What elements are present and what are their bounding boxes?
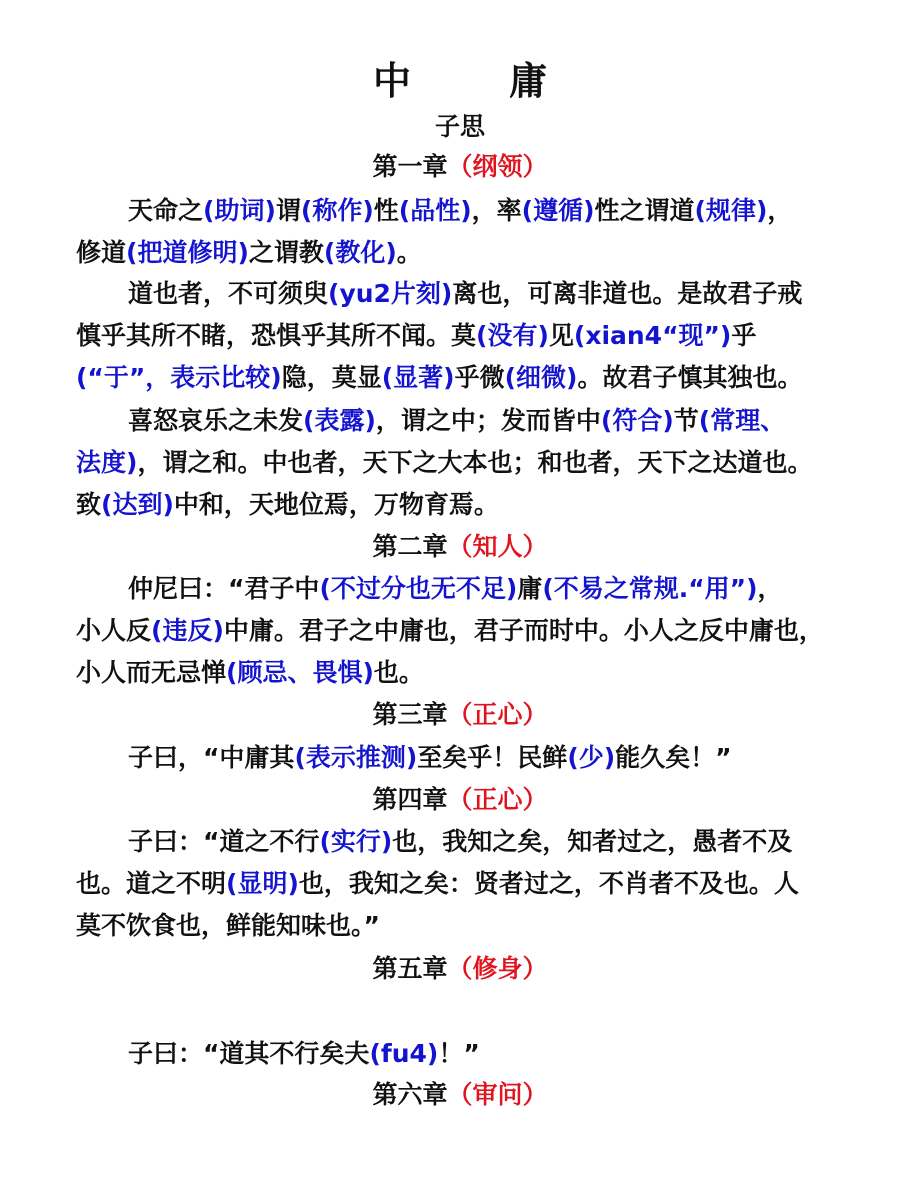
- text: 喜怒哀乐之未发: [128, 406, 304, 435]
- text: 能久矣！”: [615, 743, 732, 772]
- text-line: [76, 737, 848, 779]
- text: 道也者，不可须臾: [128, 279, 329, 308]
- annotation: (遵循): [521, 196, 595, 225]
- annotation: (不过分也无不足): [319, 574, 518, 603]
- text-line: [76, 1033, 848, 1075]
- text-line: [76, 905, 848, 947]
- text: 之谓教: [248, 238, 324, 267]
- chapter-tag: （修身）: [447, 954, 548, 983]
- text: 中和，天地位焉，万物育焉。: [173, 490, 499, 519]
- chapter-heading-6: [0, 1078, 920, 1112]
- annotation: (没有): [476, 321, 549, 350]
- chapter-heading-2: [0, 530, 920, 564]
- chapter-name: 第六章: [372, 1080, 448, 1109]
- text-line: [76, 568, 848, 610]
- text: ，谓之中；发而皆中: [375, 406, 601, 435]
- annotation: (教化): [323, 238, 397, 267]
- annotation: (“于”，表示比较): [76, 363, 282, 392]
- text: 中庸。君子之中庸也，君子而时中。小人之反中庸也，: [223, 616, 824, 645]
- annotation: (yu2片刻): [328, 279, 453, 308]
- text: 仲尼曰：“君子中: [128, 574, 320, 603]
- text: 离也，可离非道也。是故君子戒: [452, 279, 803, 308]
- text: 乎: [731, 321, 757, 350]
- text: 子曰：“道之不行: [128, 827, 320, 856]
- chapter-heading-5: [0, 952, 920, 986]
- text-line: [76, 232, 848, 274]
- annotation: (把道修明): [126, 238, 249, 267]
- chapter-heading-3: [0, 698, 920, 732]
- text: 。故君子慎其独也。: [577, 363, 803, 392]
- chapter-name: 第三章: [372, 700, 448, 729]
- text: 也，我知之矣，知者过之，愚者不及: [392, 827, 793, 856]
- text: ，谓之和。中也者，天下之大本也；和也者，天下之达道也。: [137, 448, 813, 477]
- text: 至矣乎！民鲜: [417, 743, 568, 772]
- annotation: (不易之常规.“用”): [542, 574, 758, 603]
- text: ！”: [438, 1039, 480, 1068]
- annotation: (少): [567, 743, 616, 772]
- text: 天命之: [128, 196, 204, 225]
- author: 子思: [434, 112, 485, 141]
- text: 性: [373, 196, 399, 225]
- annotation: (助词): [203, 196, 276, 225]
- text: 。: [396, 238, 422, 267]
- chapter-tag: （纲领）: [447, 152, 548, 181]
- text: 小人反: [76, 616, 152, 645]
- text: 谓: [275, 196, 301, 225]
- text-line: [76, 821, 848, 863]
- chapter-name: 第四章: [372, 785, 448, 814]
- paragraph-7: [76, 1033, 848, 1075]
- text: 节: [673, 406, 699, 435]
- annotation: (符合): [600, 406, 674, 435]
- text: 隐，莫显: [281, 363, 382, 392]
- text: 乎微: [454, 363, 505, 392]
- chapter-heading-4: [0, 783, 920, 817]
- text-line: [76, 400, 848, 442]
- annotation: (显著): [381, 363, 455, 392]
- text: 莫不饮食也，鲜能知味也。”: [76, 911, 380, 940]
- text: 也。道之不明: [76, 869, 227, 898]
- text-line: [76, 357, 848, 399]
- chapter-tag: （正心）: [447, 700, 548, 729]
- annotation: (xian4“现”): [573, 321, 732, 350]
- annotation: (fu4): [369, 1039, 439, 1068]
- annotation: (表露): [303, 406, 376, 435]
- chapter-heading-1: [0, 150, 920, 184]
- text-line: [76, 315, 848, 357]
- annotation: (细微): [504, 363, 578, 392]
- chapter-name: 第五章: [372, 954, 448, 983]
- text: 也，我知之矣：贤者过之，不肖者不及也。人: [298, 869, 799, 898]
- annotation: (违反): [151, 616, 224, 645]
- chapter-tag: （知人）: [447, 532, 548, 561]
- text: 慎乎其所不睹，恐惧乎其所不闻。莫: [76, 321, 477, 350]
- text: 庸: [517, 574, 543, 603]
- annotation: (称作): [300, 196, 374, 225]
- text: 也。: [373, 658, 424, 687]
- text-line: [76, 190, 848, 232]
- annotation: 法度): [76, 448, 138, 477]
- text-line: [76, 273, 848, 315]
- text-line: [76, 442, 848, 484]
- annotation: (顾忌、畏惧): [226, 658, 374, 687]
- text-line: [76, 652, 848, 694]
- document-title: 中 庸: [372, 59, 577, 103]
- annotation: (表示推测): [294, 743, 418, 772]
- annotation: (达到): [101, 490, 174, 519]
- chapter-name: 第二章: [372, 532, 448, 561]
- chapter-tag: （审问）: [447, 1080, 548, 1109]
- text: 致: [76, 490, 102, 519]
- text: ，: [767, 196, 793, 225]
- text: 修道: [76, 238, 127, 267]
- text-line: [76, 610, 848, 652]
- paragraph-4: [76, 568, 848, 694]
- paragraph-5: [76, 737, 848, 779]
- paragraph-3: [76, 400, 848, 526]
- paragraph-6: [76, 821, 848, 947]
- text: 见: [548, 321, 574, 350]
- text: 小人而无忌惮: [76, 658, 227, 687]
- paragraph-2: [76, 273, 848, 399]
- annotation: (显明): [226, 869, 299, 898]
- annotation: (实行): [319, 827, 393, 856]
- text-line: [76, 863, 848, 905]
- text: 性之谓道: [594, 196, 695, 225]
- paragraph-1: [76, 190, 848, 274]
- text: ，率: [471, 196, 522, 225]
- text: 子曰，“中庸其: [128, 743, 295, 772]
- text: 子曰：“道其不行矣夫: [128, 1039, 370, 1068]
- annotation: (常理、: [698, 406, 786, 435]
- text: ，: [757, 574, 783, 603]
- annotation: (规律): [694, 196, 768, 225]
- annotation: (品性): [398, 196, 472, 225]
- text-line: [76, 484, 848, 526]
- chapter-name: 第一章: [372, 152, 448, 181]
- chapter-tag: （正心）: [447, 785, 548, 814]
